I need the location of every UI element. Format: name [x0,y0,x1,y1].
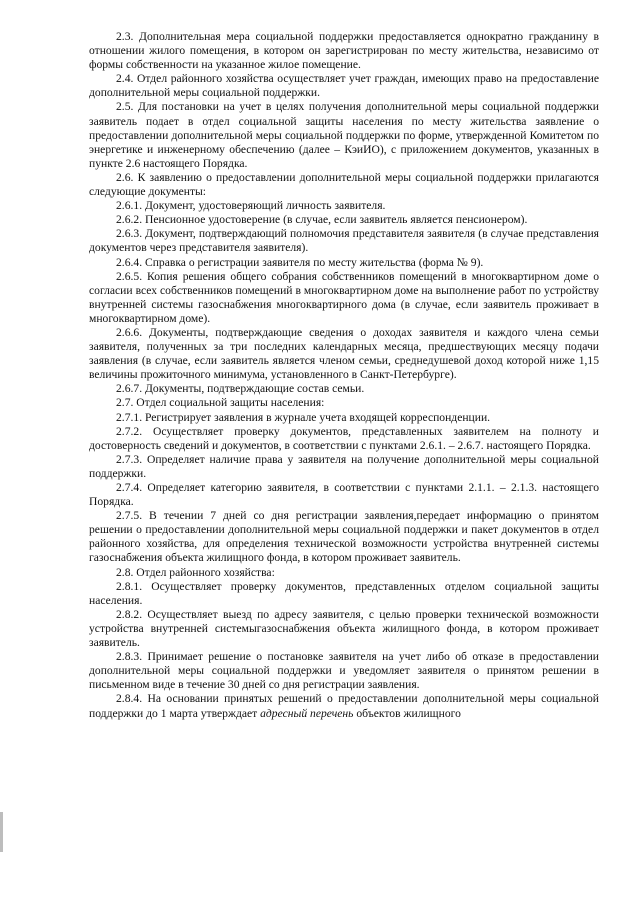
paragraph-2-6-1: 2.6.1. Документ, удостоверяющий личность заявителя. [116,199,386,213]
paragraph-2-8: 2.8. Отдел районного хозяйства: [116,565,275,579]
paragraph-2-8-4 [89,692,599,720]
paragraph-2-8-4-after: объектов жилищного [353,706,461,720]
paragraph-2-6-6: 2.6.6. Документы, подтверждающие сведения о доходах заявителя и каждого члена семьи заявителя, полученных за три последних календарных месяца, предшествующих месяцу подачи заявления (в случае, если заявитель является членом семьи, среднедушевой доход которой ниже 1,15 величины прожиточного минимума, установленного в Санкт-Петербурге). [89,325,599,382]
paragraph-2-8-2: 2.8.2. Осуществляет выезд по адресу заявителя, с целью проверки технической возможности устройства внутренней системыгазоснабжения объекта жилищного фонда, в котором проживает заявитель. [89,607,599,650]
paragraph-2-4: 2.4. Отдел районного хозяйства осуществляет учет граждан, имеющих право на предоставление дополнительной меры социальной поддержки. [89,72,599,100]
paragraph-2-6-7: 2.6.7. Документы, подтверждающие состав семьи. [116,382,365,396]
paragraph-2-8-4-emphasis: адресный перечень [260,706,354,720]
paragraph-2-8-1: 2.8.1. Осуществляет проверку документов, представленных отделом социальной защиты населения. [89,579,599,607]
paragraph-2-6-2: 2.6.2. Пенсионное удостоверение (в случае, если заявитель является пенсионером). [116,213,528,227]
paragraph-2-7: 2.7. Отдел социальной защиты населения: [116,396,325,410]
paragraph-2-6-5: 2.6.5. Копия решения общего собрания собственников помещений в многоквартирном доме о согласии всех собственников помещений в многоквартирном доме на выполнение работ по устройству внутренней системы газоснабжения многоквартирного дома (в случае, если заявитель проживает в многоквартирном доме). [89,269,599,325]
paragraph-2-6: 2.6. К заявлению о предоставлении дополнительной меры социальной поддержки прилагаются следующие документы: [89,170,599,199]
paragraph-2-6-3: 2.6.3. Документ, подтверждающий полномочия представителя заявителя (в случае представления документов через представителя заявителя). [89,227,599,255]
paragraph-2-3: 2.3. Дополнительная мера социальной поддержки предоставляется однократно гражданину в отношении жилого помещения, в котором он зарегистрирован по месту жительства, независимо от формы собственности на указанное жилое помещение. [89,30,599,72]
paragraph-2-6-4: 2.6.4. Справка о регистрации заявителя по месту жительства (форма № 9). [116,255,484,269]
paragraph-2-7-3: 2.7.3. Определяет наличие права у заявителя на получение дополнительной меры социальной поддержки. [89,452,599,480]
paragraph-2-7-5: 2.7.5. В течении 7 дней со дня регистрации заявления,передает информацию о принятом решении о предоставлении дополнительной меры социальной поддержки и пакет документов в отдел районного хозяйства, для определения технической возможности устройства внутренней системы газоснабжения объекта жилищного фонда, в котором проживает заявитель. [89,509,599,565]
paragraph-2-7-4: 2.7.4. Определяет категорию заявителя, в соответствии с пунктами 2.1.1. – 2.1.3. настоящего Порядка. [89,481,599,509]
paragraph-2-8-3: 2.8.3. Принимает решение о постановке заявителя на учет либо об отказе в предоставлении дополнительной меры социальной поддержки и уведомляет заявителя о принятом решении в письменном виде в течение 30 дней со дня регистрации заявления. [89,650,599,692]
document-body [89,30,599,721]
paragraph-2-5: 2.5. Для постановки на учет в целях получения дополнительной меры социальной поддержки заявитель подает в отдел социальной защиты населения по месту жительства заявление о предоставлении дополнительной меры социальной поддержки по форме, утвержденной Комитетом по энергетике и инженерному обеспечению (далее – КэиИО), с приложением документов, указанных в пункте 2.6 настоящего Порядка. [89,100,599,170]
paragraph-2-8-4-before: 2.8.4. На основании принятых решений о предоставлении дополнительной меры социальной поддержки до 1 марта утверждает [89,692,599,720]
scan-edge-mark [0,812,3,852]
paragraph-2-7-1: 2.7.1. Регистрирует заявления в журнале учета входящей корреспонденции. [116,410,491,424]
paragraph-2-7-2: 2.7.2. Осуществляет проверку документов, представленных заявителем на полноту и достоверность сведений и документов, в соответствии с пунктами 2.6.1. – 2.6.7. настоящего Порядка. [89,424,599,452]
